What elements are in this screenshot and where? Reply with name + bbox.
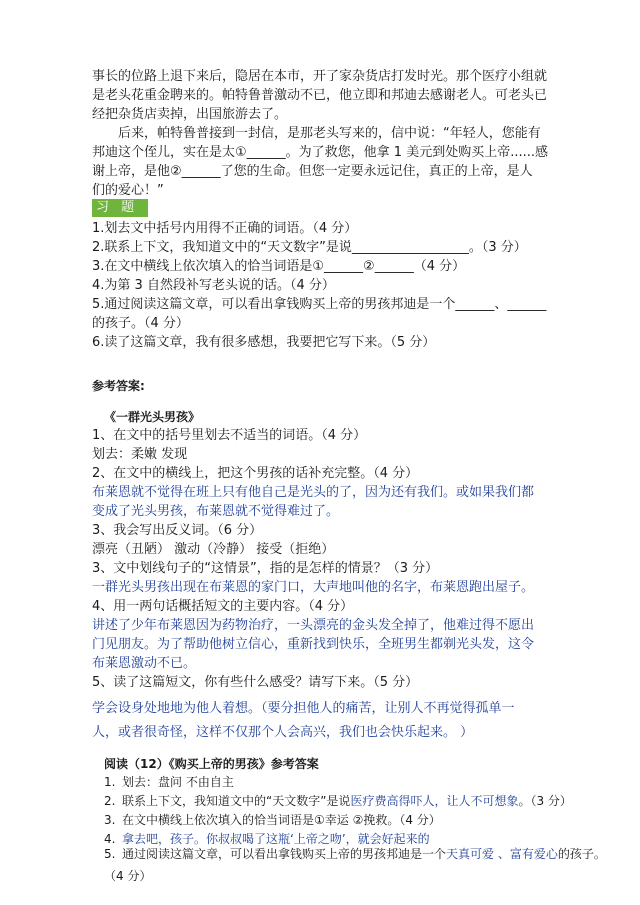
part1-title: 《一群光头男孩》 bbox=[104, 410, 201, 424]
part2-item bbox=[104, 848, 606, 861]
question: 的孩子。（4 分） bbox=[92, 316, 189, 331]
story-line: 邦迪这个侄儿，实在是太①______。为了救您，他拿 1 美元到处购买上帝......感 bbox=[92, 145, 548, 160]
story-line: 是老头花重金聘来的。帕特鲁普激动不已，他立即和邦迪去感谢老人。可老头已 bbox=[92, 88, 548, 103]
question: 3.在文中横线上依次填入的恰当词语是①______②______（4 分） bbox=[92, 259, 466, 274]
item-text: 划去：盘问 不由自主 bbox=[122, 775, 234, 789]
part1-question: 3、文中划线句子的“这情景”，指的是怎样的情景？（3 分） bbox=[92, 561, 439, 576]
item-text: 在文中横线上依次填入的恰当词语是①幸运 ②挽救。（4 分） bbox=[122, 813, 441, 827]
part1-question: 2、在文中的横线上，把这个男孩的话补充完整。（4 分） bbox=[92, 466, 419, 481]
question: 1.划去文中括号内用得不正确的词语。（4 分） bbox=[92, 221, 358, 236]
part2-title: 阅读（12）《购买上帝的男孩》参考答案 bbox=[104, 757, 319, 771]
answers-title: 参考答案: bbox=[92, 379, 145, 393]
item-number: 1. bbox=[104, 775, 116, 789]
part1-question: 4、用一两句话概括短文的主要内容。（4 分） bbox=[92, 599, 354, 614]
part1-answer: 划去：柔嫩 发现 bbox=[92, 447, 188, 462]
part1-answer: 讲述了少年布莱恩因为药物治疗，一头漂亮的金头发全掉了，他难过得不愿出 bbox=[92, 618, 535, 633]
item-text: 的孩子。 bbox=[557, 847, 606, 861]
part1-question: 1、在文中的括号里划去不适当的词语。（4 分） bbox=[92, 428, 367, 443]
part2-item bbox=[104, 791, 572, 811]
part1-answer: 漂亮（丑陋） 激动（冷静） 接受（拒绝） bbox=[92, 542, 335, 557]
item-number: 3. bbox=[104, 813, 116, 827]
story-line: 们的爱心！” bbox=[92, 183, 164, 198]
part1-answer: 学会设身处地地为他人着想。（要分担他人的痛苦，让别人不再觉得孤单一 bbox=[92, 701, 515, 716]
question: 5.通过阅读这篇文章，可以看出拿钱购买上帝的男孩邦迪是一个______、______ bbox=[92, 297, 547, 312]
story-line: 经把杂货店卖掉，出国旅游去了。 bbox=[92, 107, 288, 122]
item-number: 2. bbox=[104, 794, 116, 808]
item-text: 通过阅读这篇文章，可以看出拿钱购买上帝的男孩邦迪是一个 bbox=[122, 847, 447, 861]
part2-item bbox=[104, 810, 441, 830]
part2-item-score: （4 分） bbox=[104, 869, 152, 883]
item-text: 联系上下文，我知道文中的“天文数字”是说 bbox=[122, 794, 351, 808]
part1-answer: 布莱恩就不觉得在班上只有他自己是光头的了，因为还有我们。或如果我们都 bbox=[92, 485, 535, 500]
part1-answer: 变成了光头男孩，布莱恩就不觉得难过了。 bbox=[92, 504, 340, 519]
question: 2.联系上下文，我知道文中的“天文数字”是说__________________。（3 分） bbox=[92, 240, 527, 255]
part2-item bbox=[104, 829, 430, 849]
item-text: 。（3 分） bbox=[518, 794, 572, 808]
part1-answer: 门见朋友。为了帮助他树立信心，重新找到快乐，全班男生都剃光头发，这令 bbox=[92, 637, 535, 652]
exercise-tag: 习 题 bbox=[92, 199, 148, 217]
question: 4.为第 3 自然段补写老头说的话。（4 分） bbox=[92, 278, 335, 293]
part1-answer: 布莱恩激动不已。 bbox=[92, 656, 197, 671]
item-answer: 拿去吧，孩子。你叔叔喝了这瓶‘上帝之吻’，就会好起来的 bbox=[122, 832, 430, 846]
part1-answer: 人，或者很奇怪，这样不仅那个人会高兴，我们也会快乐起来。 ） bbox=[92, 725, 474, 740]
item-number: 5. bbox=[104, 847, 116, 861]
item-number: 4. bbox=[104, 832, 116, 846]
part2-item bbox=[104, 772, 234, 792]
story-line: 后来，帕特鲁普接到一封信，是那老头写来的，信中说：“年轻人，您能有 bbox=[118, 126, 541, 141]
part1-question: 3、我会写出反义词。（6 分） bbox=[92, 523, 263, 538]
part1-question: 5、读了这篇短文，你有些什么感受？请写下来。（5 分） bbox=[92, 675, 419, 690]
story-line: 事长的位路上退下来后，隐居在本市，开了家杂货店打发时光。那个医疗小组就 bbox=[92, 69, 548, 84]
story-line: 谢上帝，是他②______了您的生命。但您一定要永远记住，真正的上帝，是人 bbox=[92, 164, 533, 179]
question: 6.读了这篇文章，我有很多感想，我要把它写下来。（5 分） bbox=[92, 335, 436, 350]
item-answer: 天真可爱 、富有爱心 bbox=[446, 847, 558, 861]
item-answer: 医疗费高得吓人，让人不可想象 bbox=[350, 794, 519, 808]
part1-answer: 一群光头男孩出现在布莱恩的家门口，大声地叫他的名字，布莱恩跑出屋子。 bbox=[92, 580, 535, 595]
